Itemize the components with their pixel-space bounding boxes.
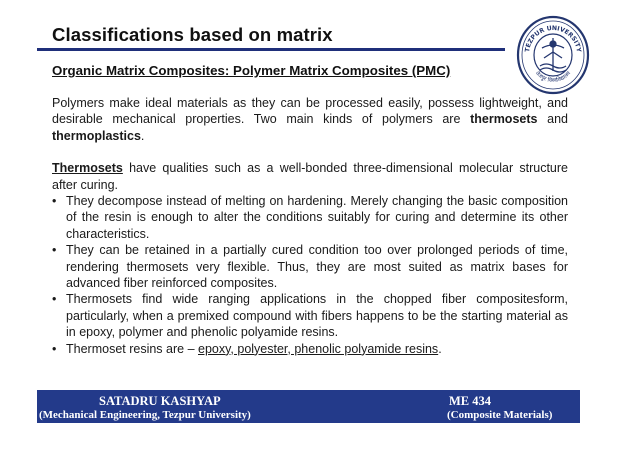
section-subtitle: Organic Matrix Composites: Polymer Matrix Composites (PMC) — [52, 63, 451, 78]
resins-prefix: Thermoset resins are – — [66, 341, 198, 356]
thermosets-term: Thermosets — [52, 161, 123, 176]
footer-bar — [37, 390, 580, 423]
list-item — [52, 341, 568, 357]
thermosets-definition — [52, 160, 568, 193]
intro-end: . — [140, 128, 145, 143]
author-name: SATADRU KASHYAP — [99, 394, 221, 408]
logo-top-text: TEZPUR UNIVERSITY — [524, 24, 582, 53]
list-item: • They can be retained in a partially cured condition too over prolonged periods of time, rendering thermosets very flexible. Thus, they are most suited as matrix bases for advanced fiber reinforced composites. — [52, 242, 568, 291]
author-department: (Mechanical Engineering, Tezpur University) — [39, 409, 251, 421]
intro-and: and — [537, 112, 568, 127]
list-item: • They decompose instead of melting on hardening. Merely changing the basic composition of the resin is enough to alter the conditions suitably for curing and determine its other characteristics. — [52, 193, 568, 242]
slide-title: Classifications based on matrix — [52, 24, 333, 45]
thermosets-bullet-list — [52, 193, 568, 357]
list-item: • Thermosets find wide ranging applications in the chopped fiber compositesform, particularly, when a premixed compound with fibers happens to be the starting material as in epoxy, polymer and phenolic polyamide resins. — [52, 291, 568, 340]
course-name: (Composite Materials) — [447, 409, 553, 421]
thermoplastics-keyword: thermoplastics — [52, 128, 141, 143]
resins-list: epoxy, polyester, phenolic polyamide resins — [198, 341, 439, 356]
svg-text:तेजपुर विश्वविद्यालय — [534, 70, 573, 84]
course-code: ME 434 — [449, 394, 492, 408]
thermosets-definition-text: have qualities such as a well-bonded three-dimensional molecular structure after curing. — [52, 161, 568, 192]
tezpur-university-emblem-icon — [515, 14, 591, 96]
title-divider — [37, 48, 505, 51]
intro-text: Polymers make ideal materials as they can be processed easily, possess lightweight, and desirable mechanical properties. Two main kinds of polymers are — [52, 96, 568, 127]
resins-suffix: . — [438, 341, 442, 356]
logo-bottom-text: तेजपुर विश्वविद्यालय — [533, 70, 573, 85]
intro-paragraph — [52, 95, 568, 144]
slide-body — [52, 95, 568, 357]
thermosets-keyword: thermosets — [470, 112, 538, 127]
